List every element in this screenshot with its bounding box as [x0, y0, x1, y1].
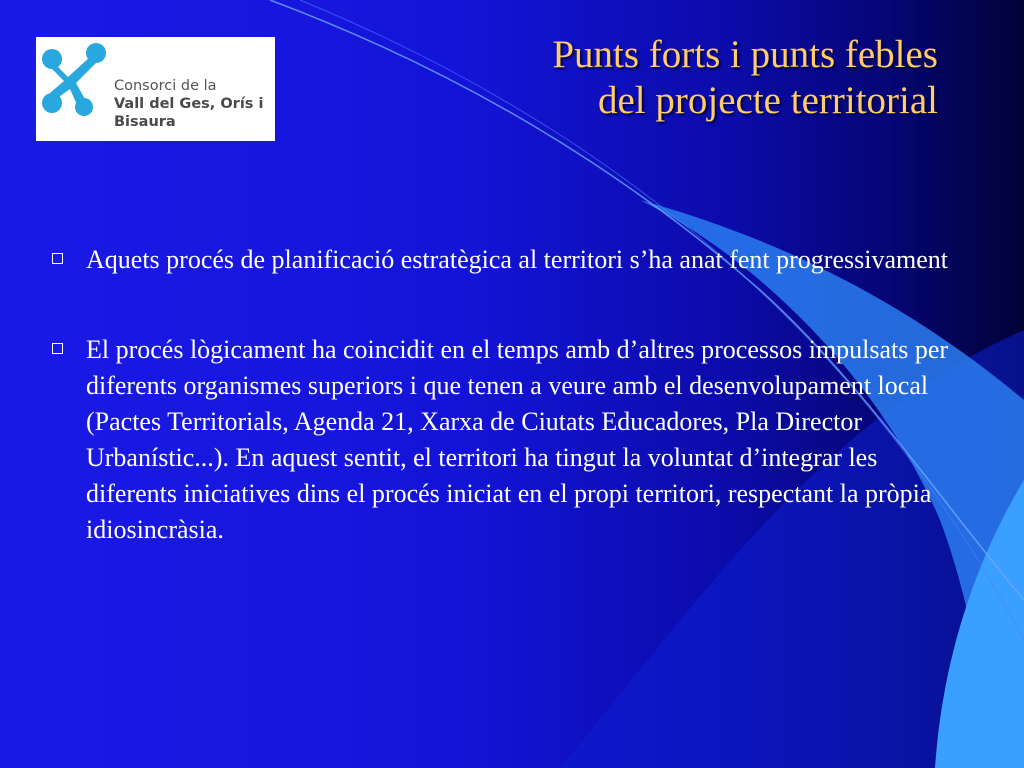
checkbox-bullet-icon	[52, 343, 63, 354]
slide-title-line-1: Punts forts i punts febles	[552, 33, 938, 76]
checkbox-bullet-icon	[52, 253, 63, 264]
consorci-x-logo-icon	[38, 39, 110, 119]
logo-line-3: Bisaura	[114, 114, 176, 130]
bullet-item	[48, 332, 968, 548]
bullet-text: El procés lògicament ha coincidit en el temps amb d’altres processos impulsats per diferents organismes superiors i que tenen a veure amb el desenvolupament local (Pactes Territorials, Agenda 21, Xarxa de Ciutats Educadores, Pla Director Urbanístic...). En aquest sentit, el territori ha tingut la voluntat d’integrar les diferents iniciatives dins el procés iniciat en el propi territori, respectant la pròpia idiosincràsia.	[86, 335, 949, 544]
bullet-text: Aquets procés de planificació estratègica al territori s’ha anat fent progressivament	[86, 245, 948, 274]
organization-name	[114, 77, 263, 131]
organization-logo	[36, 37, 275, 141]
logo-line-2: Vall del Ges, Orís i	[114, 96, 264, 112]
slide-title	[552, 32, 938, 124]
bullet-item	[48, 242, 968, 278]
bullet-list	[48, 242, 968, 602]
slide-title-line-2: del projecte territorial	[598, 79, 938, 122]
logo-line-1: Consorci de la	[114, 78, 217, 94]
